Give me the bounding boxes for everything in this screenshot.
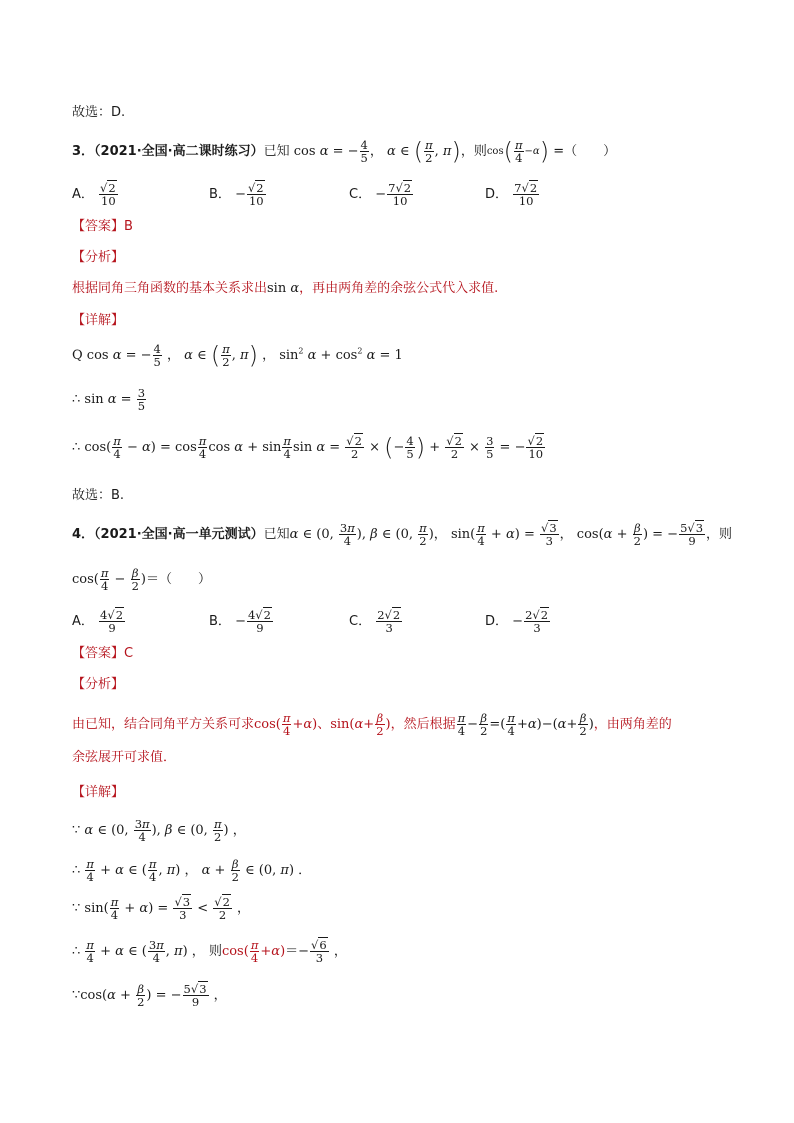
option-a[interactable]: A． $\frac{√2}{10}$ (72, 181, 116, 209)
detail-heading: 【详解】 (72, 313, 125, 328)
question-source: （2021·全国·高二课时练习） (94, 144, 264, 160)
detail-step-1: Q cos α = − $\frac{4}{5}$ ， α ∈ ( $\frac{\pi}{2}$ , π) ， $\sin^2 \alpha + \cos^2 \alpha = 1$ (72, 341, 403, 370)
answer-label: 【答案】C (72, 646, 134, 661)
prev-answer-line: 故选：D. (72, 105, 126, 120)
question-4-cont: cos( $\frac{\pi}{4}$ − $\frac{\beta}{2}$ )＝（ ） (72, 566, 212, 594)
option-b[interactable]: B． − $\frac{√2}{10}$ (209, 181, 264, 209)
option-c[interactable]: C． $\frac{2√2}{3}$ (349, 608, 401, 636)
detail-step-3: ∵ sin( $\frac{\pi}{4}$ + α) = $\frac{√3}{3}$ < $\frac{√2}{2}$ ， (72, 895, 251, 923)
option-a[interactable]: A． $\frac{4√2}{9}$ (72, 608, 124, 636)
detail-step-2: ∴ sin α = $\frac{3}{5}$ (72, 386, 146, 414)
answer-label: 【答案】B (72, 219, 133, 234)
analysis-text: 由已知，结合同角平方关系可求cos( $\frac{\pi}{4}$ +α)、sin(α+ $\frac{\beta}{2}$ )，然后根据 $\frac{\pi}{4}$ − $\frac{\beta}{2}$ =( $\frac{\pi}{4}$ +α)−(α+ $\frac{\beta}{2}$ )，由两角差的 (72, 711, 672, 739)
option-d[interactable]: D． $\frac{7√2}{10}$ (485, 181, 538, 209)
option-c[interactable]: C． − $\frac{7√2}{10}$ (349, 181, 412, 209)
q3-conclusion: 故选：B. (72, 488, 125, 503)
question-source: （2021·全国·高一单元测试） (94, 527, 264, 543)
question-3: 3．（2021·全国·高二课时练习）已知 cos α = − $\frac{4}{5}$ ， α ∈ ( $\frac{\pi}{2}$ , π)，则cos( $\frac{\pi}{4}$ −α) =（ ） (72, 137, 617, 166)
detail-step-5: ∵cos(α + $\frac{\beta}{2}$ ) = − $\frac{5√3}{9}$ ， (72, 982, 227, 1010)
question-number: 4． (72, 527, 95, 543)
detail-heading: 【详解】 (72, 785, 125, 800)
analysis-text-cont: 余弦展开可求值． (72, 750, 177, 765)
question-number: 3． (72, 144, 95, 160)
option-d[interactable]: D． − $\frac{2√2}{3}$ (485, 608, 549, 636)
analysis-text: 根据同角三角函数的基本关系求出sin α，再由两角差的余弦公式代入求值. (72, 281, 499, 296)
detail-step-2: ∴ $\frac{\pi}{4}$ + α ∈ ( $\frac{\pi}{4}$ , π) ， α + $\frac{\beta}{2}$ ∈ (0, π) ． (72, 857, 312, 885)
analysis-heading: 【分析】 (72, 677, 125, 692)
detail-step-1: ∵ α ∈ (0, $\frac{3\pi}{4}$ ), β ∈ (0, $\frac{\pi}{2}$ ) ， (72, 817, 246, 845)
option-b[interactable]: B． − $\frac{4√2}{9}$ (209, 608, 271, 636)
analysis-heading: 【分析】 (72, 250, 125, 265)
question-4: 4．（2021·全国·高一单元测试）已知α ∈ (0, $\frac{3\pi}{4}$ ), β ∈ (0, $\frac{\pi}{2}$ )， sin( $\frac{\pi}{4}$ + α) = $\frac{√3}{3}$ ， cos(α + $\frac{\beta}{2}$ ) = − $\frac{5√3}{9}$ ，则 (72, 521, 733, 549)
detail-step-3: ∴ cos( $\frac{\pi}{4}$ − α) = cos $\frac{\pi}{4}$ cos α + sin $\frac{\pi}{4}$ sin α = $\frac{√2}{2}$ × (− $\frac{4}{5}$ ) + $\frac{√2}{2}$ × $\frac{3}{5}$ = − $\frac{√2}{10}$ (72, 433, 544, 462)
detail-step-4: ∴ $\frac{\pi}{4}$ + α ∈ ( $\frac{3\pi}{4}$ , π) ， 则cos( $\frac{\pi}{4}$ +α)＝− $\frac{√6}{3}$ ， (72, 938, 347, 966)
